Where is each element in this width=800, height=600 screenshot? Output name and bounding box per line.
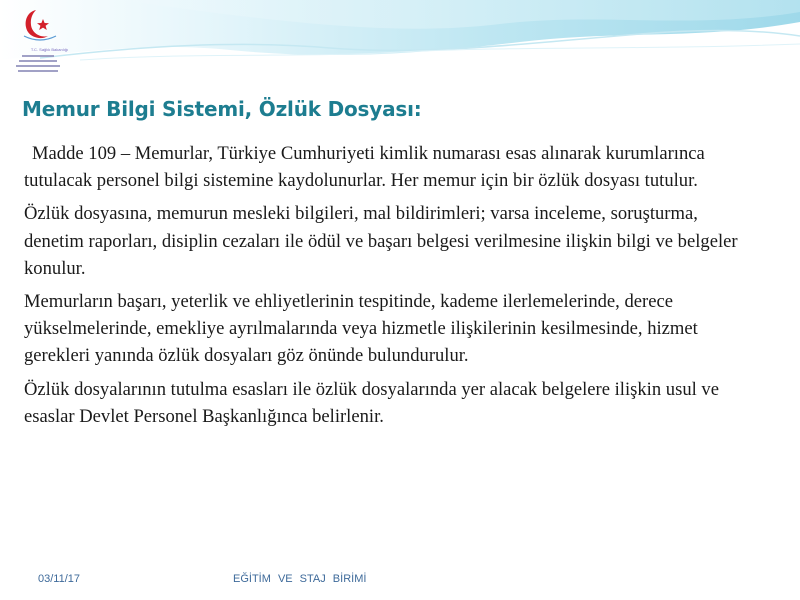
paragraph-esaslar: Özlük dosyalarının tutulma esasları ile özlük dosyalarında yer alacak belgelere ilişkin usul ve esaslar Devlet Personel Başkanlığınca belirlenir. <box>24 378 719 427</box>
crescent-star-icon <box>10 6 70 46</box>
slide-title: Memur Bilgi Sistemi, Özlük Dosyası: <box>22 97 422 121</box>
paragraph-ozluk-dosyasi-icerigi: Özlük dosyasına, memurun mesleki bilgileri, mal bildirimleri; varsa inceleme, soruşturma, denetim raporları, disiplin cezaları ile ödül ve başarı belgesi verilmesine ilişkin bilgi ve belgeler konulur. <box>24 203 738 279</box>
logo-tagline-lines <box>12 45 64 75</box>
header-wave-banner <box>0 0 800 80</box>
footer-unit: EĞİTİM VE STAJ BİRİMİ <box>233 573 367 585</box>
paragraph-madde-109: Madde 109 – Memurlar, Türkiye Cumhuriyeti kimlik numarası esas alınarak kurumlarınca tutulacak personel bilgi sistemine kaydolunurlar. Her memur için bir özlük dosyası tutulur. <box>24 143 705 192</box>
logo-text: T.C. Sağlık Bakanlığı <box>30 47 69 52</box>
footer-date: 03/11/17 <box>38 573 81 585</box>
paragraph-degerlendirme: Memurların başarı, yeterlik ve ehliyetlerinin tespitinde, kademe ilerlemelerinde, derece yükselmelerinde, emekliye ayrılmalarında veya hizmetle ilişkilerinin kesilmesinde, hizmet gerekleri yanında özlük dosyaları göz önünde bulundurulur. <box>24 291 698 367</box>
slide-body <box>24 140 754 436</box>
